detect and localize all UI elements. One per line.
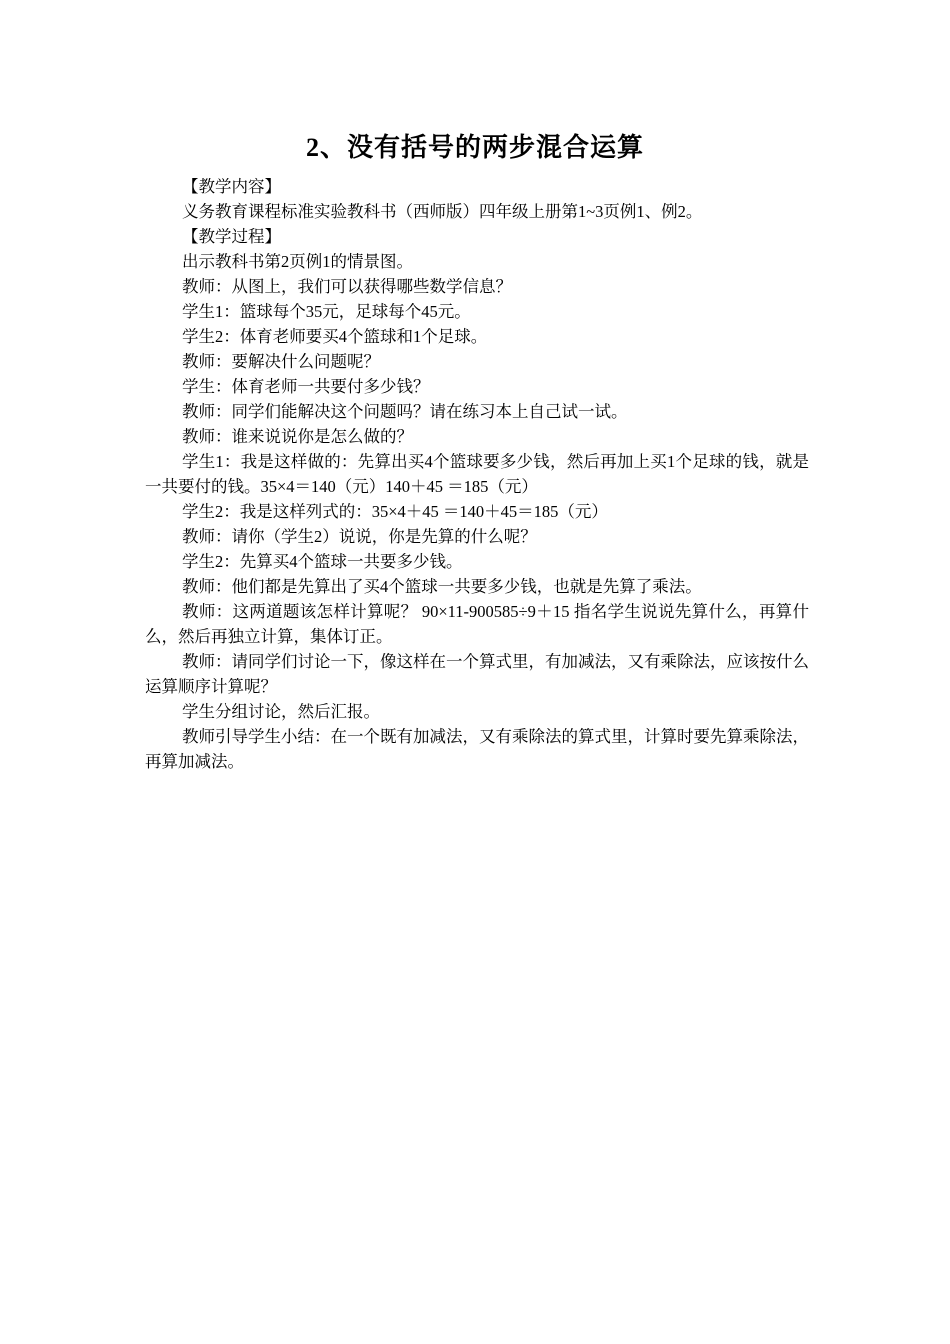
paragraph: 教师：谁来说说你是怎么做的？ (182, 427, 413, 446)
paragraph: 学生2：先算买4个篮球一共要多少钱。 (182, 552, 463, 571)
paragraph: 教师：要解决什么问题呢？ (182, 352, 380, 371)
document-title: 2、没有括号的两步混合运算 (305, 133, 644, 162)
document-body (145, 174, 809, 774)
paragraph: 学生分组讨论，然后汇报。 (182, 702, 380, 721)
paragraph: 教师：请同学们讨论一下，像这样在一个算式里，有加减法，又有乘除法，应该按什么运算顺序计算呢？ (145, 652, 809, 696)
paragraph: 教师：这两道题该怎样计算呢？ 90×11-900585÷9＋15 指名学生说说先算什么，再算什么，然后再独立计算，集体订正。 (145, 602, 809, 646)
paragraph: 学生2：我是这样列式的：35×4＋45 ＝140＋45＝185（元） (182, 502, 608, 521)
textbook-reference: 义务教育课程标准实验教科书（西师版）四年级上册第1~3页例1、例2。 (182, 202, 703, 221)
paragraph: 学生：体育老师一共要付多少钱？ (182, 377, 430, 396)
summary-paragraph: 教师引导学生小结：在一个既有加减法，又有乘除法的算式里，计算时要先算乘除法，再算加减法。 (145, 727, 809, 771)
paragraph: 教师：他们都是先算出了买4个篮球一共要多少钱，也就是先算了乘法。 (182, 577, 702, 596)
section-heading-content: 【教学内容】 (182, 177, 281, 196)
paragraph: 学生2：体育老师要买4个篮球和1个足球。 (182, 327, 488, 346)
paragraph: 教师：从图上，我们可以获得哪些数学信息？ (182, 277, 512, 296)
paragraph: 学生1：篮球每个35元，足球每个45元。 (182, 302, 471, 321)
paragraph: 教师：请你（学生2）说说，你是先算的什么呢？ (182, 527, 537, 546)
paragraph: 出示教科书第2页例1的情景图。 (182, 252, 413, 271)
paragraph: 学生1：我是这样做的：先算出买4个篮球要多少钱，然后再加上买1个足球的钱，就是一共要付的钱。35×4＝140（元）140＋45 ＝185（元） (145, 452, 809, 496)
paragraph: 教师：同学们能解决这个问题吗？请在练习本上自己试一试。 (182, 402, 628, 421)
section-heading-process: 【教学过程】 (182, 227, 281, 246)
